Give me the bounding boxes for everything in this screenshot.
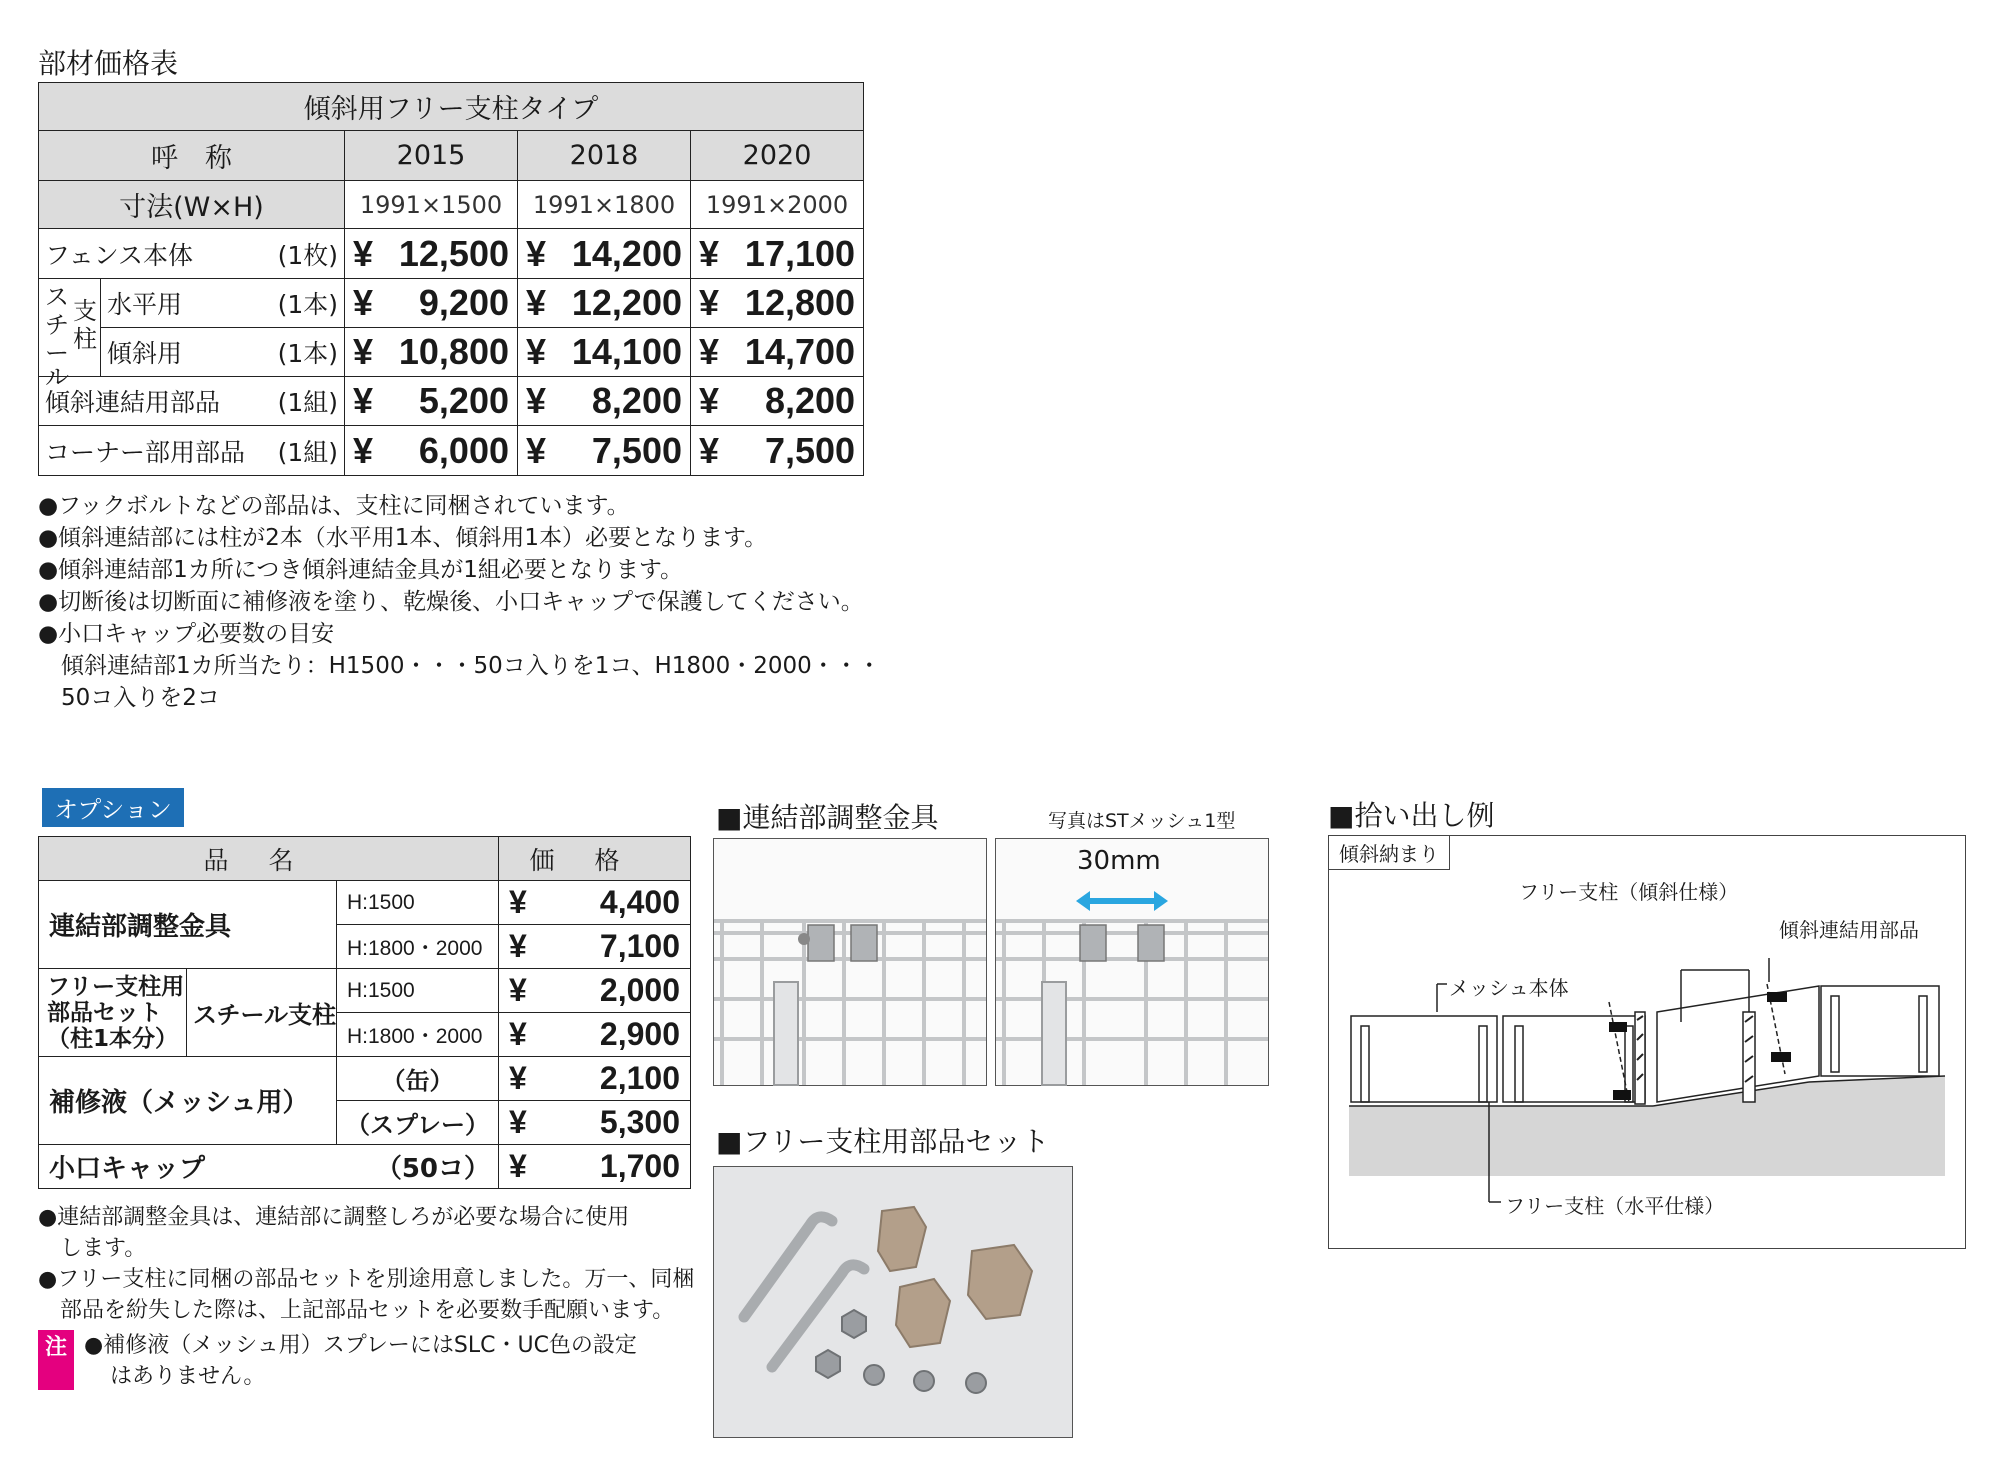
label-slope-connector: 傾斜連結用部品 <box>1779 918 1919 942</box>
table-row <box>39 1145 691 1189</box>
size-cell: H:1800・2000 <box>337 1013 499 1057</box>
row-label: 水平用 <box>107 290 183 319</box>
steel-post-group-label: ス チ ー 支 柱 ル <box>39 279 101 377</box>
price-cell: ¥ 10,800 <box>345 328 518 377</box>
photo-caption: 写真はSTメッシュ1型 <box>1048 810 1236 832</box>
name-header: 呼 称 <box>39 131 345 181</box>
option-notes <box>38 1202 694 1326</box>
price-cell: ¥ 12,200 <box>518 279 691 328</box>
size-cell: H:1500 <box>337 881 499 925</box>
table-row <box>39 1057 691 1101</box>
table-row <box>39 377 864 426</box>
price-table <box>38 82 864 476</box>
dim-2020: 1991×2000 <box>691 181 864 229</box>
row-label: 傾斜連結用部品 <box>45 388 221 417</box>
col-header-2018: 2018 <box>518 131 691 181</box>
repair-name: 補修液（メッシュ用） <box>39 1057 337 1145</box>
row-unit: (1本) <box>277 290 338 319</box>
row-unit: (1本) <box>277 339 338 368</box>
row-label: 傾斜用 <box>107 339 183 368</box>
row-unit: (1組) <box>277 388 338 417</box>
free-post-sub: スチール支柱 <box>187 969 337 1057</box>
price-cell: ¥ 14,700 <box>691 328 864 377</box>
table-row <box>39 229 864 279</box>
label-free-post-horizontal: フリー支柱（水平仕様） <box>1505 1194 1725 1218</box>
row-label: フェンス本体 <box>45 240 194 270</box>
size-cell: H:1800・2000 <box>337 925 499 969</box>
note-line: ●フックボルトなどの部品は、支柱に同梱されています。 <box>38 493 630 519</box>
price-cell: ¥ 1,700 <box>499 1145 691 1189</box>
dimension-label: 30mm <box>1077 846 1161 876</box>
label-free-post-slope: フリー支柱（傾斜仕様） <box>1519 880 1739 904</box>
row-label: コーナー部用部品 <box>45 437 246 467</box>
price-cell: ¥ 4,400 <box>499 881 691 925</box>
cap-name: 小口キャップ <box>49 1154 206 1184</box>
table-row <box>39 881 691 925</box>
note-line: ●小口キャップ必要数の目安 <box>38 621 335 647</box>
note-line: ●傾斜連結部には柱が2本（水平用1本、傾斜用1本）必要となります。 <box>38 525 768 551</box>
connector-photo-1 <box>713 838 987 1086</box>
table-row <box>39 279 864 328</box>
mesh-fence-image <box>714 839 986 1085</box>
dim-2018: 1991×1800 <box>518 181 691 229</box>
note-line: ●切断後は切断面に補修液を塗り、乾燥後、小口キャップで保護してください。 <box>38 589 864 615</box>
table-row <box>39 969 691 1013</box>
col-header-2020: 2020 <box>691 131 864 181</box>
connector-name: 連結部調整金具 <box>39 881 337 969</box>
size-cell: （缶） <box>337 1057 499 1101</box>
col-header-2015: 2015 <box>345 131 518 181</box>
parts-section-title: ■フリー支柱用部品セット <box>716 1125 1050 1158</box>
price-cell: ¥ 8,200 <box>691 377 864 426</box>
price-cell: ¥ 14,100 <box>518 328 691 377</box>
price-cell: ¥ 8,200 <box>518 377 691 426</box>
price-cell: ¥ 7,500 <box>518 426 691 476</box>
note-line: ●フリー支柱に同梱の部品セットを別途用意しました。万一、同梱 <box>38 1267 695 1292</box>
option-table <box>38 836 691 1189</box>
note-line: 部品を紛失した際は、上記部品セットを必要数手配願います。 <box>38 1298 675 1323</box>
note-line: します。 <box>38 1236 147 1261</box>
price-notes <box>38 490 881 714</box>
warning-badge: 注 <box>38 1330 74 1390</box>
size-cell: H:1500 <box>337 969 499 1013</box>
size-cell: （スプレー） <box>337 1101 499 1145</box>
option-price-header: 価格 <box>499 837 691 881</box>
table-row <box>39 328 864 377</box>
price-cell: ¥ 9,200 <box>345 279 518 328</box>
example-diagram-box <box>1328 835 1966 1249</box>
note-line: ●傾斜連結部1カ所につき傾斜連結金具が1組必要となります。 <box>38 557 684 583</box>
note-line: ●連結部調整金具は、連結部に調整しろが必要な場合に使用 <box>38 1205 630 1230</box>
dim-header: 寸法(W×H) <box>39 181 345 229</box>
option-tab: オプション <box>42 788 184 827</box>
note-line: 50コ入りを2コ <box>38 685 220 711</box>
connector-section-title: ■連結部調整金具 <box>716 801 939 834</box>
price-cell: ¥ 2,900 <box>499 1013 691 1057</box>
price-cell: ¥ 2,100 <box>499 1057 691 1101</box>
parts-photo <box>713 1166 1073 1438</box>
price-cell: ¥ 7,500 <box>691 426 864 476</box>
cap-unit: （50コ） <box>375 1154 490 1184</box>
price-cell: ¥ 17,100 <box>691 229 864 279</box>
price-cell: ¥ 12,800 <box>691 279 864 328</box>
price-cell: ¥ 6,000 <box>345 426 518 476</box>
price-cell: ¥ 2,000 <box>499 969 691 1013</box>
box-label: 傾斜納まり <box>1329 836 1450 870</box>
note-line: 傾斜連結部1カ所当たり：H1500・・・50コ入りを1コ、H1800・2000・・・ <box>38 653 881 679</box>
example-section-title: ■拾い出し例 <box>1328 799 1495 832</box>
dim-2015: 1991×1500 <box>345 181 518 229</box>
price-cell: ¥ 7,100 <box>499 925 691 969</box>
page-title: 部材価格表 <box>38 47 179 80</box>
row-unit: (1枚) <box>277 240 338 270</box>
price-cell: ¥ 12,500 <box>345 229 518 279</box>
warning-note: ●補修液（メッシュ用）スプレーにはSLC・UC色の設定 はありません。 <box>84 1333 637 1389</box>
price-cell: ¥ 5,300 <box>499 1101 691 1145</box>
free-post-set-name: フリー支柱用 部品セット （柱1本分） <box>39 969 187 1057</box>
parts-set-image <box>714 1167 1072 1437</box>
price-cell: ¥ 14,200 <box>518 229 691 279</box>
label-mesh-body: メッシュ本体 <box>1449 976 1569 1000</box>
type-title: 傾斜用フリー支柱タイプ <box>39 83 864 131</box>
table-row <box>39 426 864 476</box>
row-unit: (1組) <box>277 437 338 467</box>
price-cell: ¥ 5,200 <box>345 377 518 426</box>
option-name-header: 品名 <box>39 837 499 881</box>
